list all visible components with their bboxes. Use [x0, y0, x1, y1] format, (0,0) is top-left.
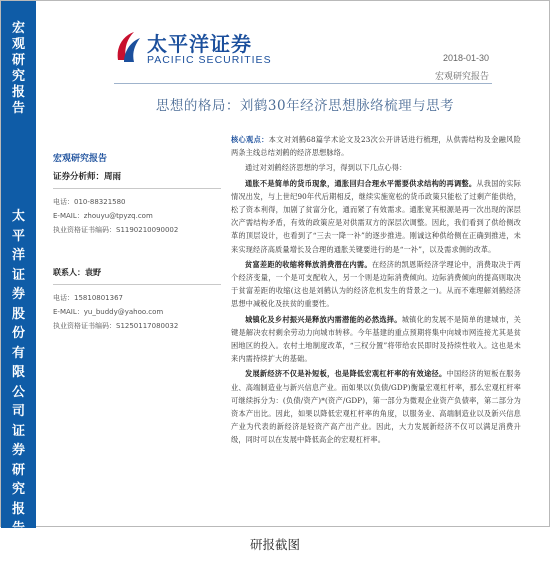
sidebar-char: 告: [11, 521, 25, 536]
sidebar-char: 券: [11, 287, 25, 302]
sidebar-char: 券: [11, 443, 25, 458]
analyst-cert: 执业资格证书编码：S1190210090002: [53, 226, 179, 234]
core-viewpoint: [231, 133, 521, 159]
report-body: [231, 133, 521, 449]
sidebar-char: 观: [11, 37, 25, 52]
logo-mark-icon: [114, 30, 142, 64]
sidebar-char: 报: [11, 501, 25, 517]
paragraph-new-economy: [231, 367, 521, 446]
contact-cert: 执业资格证书编码：S1250117080032: [53, 322, 179, 330]
logo-chinese-name: 太平洋证券: [147, 32, 252, 56]
sidebar-char: 报: [11, 85, 25, 100]
sidebar: [1, 1, 36, 536]
sidebar-char: 宏: [11, 21, 25, 36]
divider: [53, 284, 221, 285]
sidebar-char: 股: [11, 306, 25, 322]
paragraph-urbanization: [231, 313, 521, 366]
paragraph-text: 从我国的实际情况出发，与上世纪90年代后期相反，继续实施宽松的货币政策只能松了过剩产能供给，松了资本利得，加剧了贫富分化，通而紧了有效需求。通胀宽其根源是再一次出现的深层次产需结构矛盾，有效的政策应是对供需双方的深层次调整。因此，我们看到了供给侧改革的顶层设计，也看到了“三去一降一补”的逐步推进。刚诚这种供给侧在正确到推进，未来实现经济高质量增长及合理的通胀关键要进行的是“一补”，以及需求侧的改革。: [231, 178, 521, 254]
divider: [53, 188, 221, 189]
sidebar-char: 有: [11, 345, 25, 361]
contact-name: 联系人：袁野: [53, 268, 101, 277]
sidebar-char: 究: [11, 482, 25, 497]
paragraph-text: 中国经济的短板在服务业、高端制造业与新兴信息产业。而如果以(负债/GDP)衡量宏观杠杆率，那么宏观杠杆率可继续拆分为：(负债/资产)*(资产/GDP)，第一部分为微观企业资产负债率，第二部分为资本产出比。因此，如果以降低宏观杠杆率的角度，以服务业、高端制造业以及新兴信息产业为代表的新经济是轻资产高产出产业。因此，大力发展新经济不仅可以满足消费升级，同时可以在发展中降低高企的宏观杠杆率。: [231, 369, 521, 445]
report-date: 2018-01-30: [442, 53, 489, 63]
paragraph-heading: 通胀不是简单的货币现象，通胀回归合理水平需要供求结构的再调整。: [245, 178, 477, 188]
paragraph-text: 城镇化的发展不是简单的建城市，关键是解决农村剩余劳动力向城市转移。今年基建的重点预期将集中向城市网连接尤其是贫困地区的投入。农村土地制度改革，“三权分置”将带给农民即时及持续性收入。这也是未来内需持续扩大的基础。: [231, 314, 521, 364]
intro-paragraph: 通过对刘鹤经济思想的学习，得到以下几点心得：: [245, 163, 407, 173]
paragraph-text: 在经济的凯恩斯经济学理论中，消费取决于两个经济变量，一个是可支配收入，另一个则是边际消费倾向。边际消费倾向的提高则取决于贫富差距的收缩(这也是刘鹤认为的经济危机发生的背景之一)。从而不难理解刘鹤经济思想中减税化及扶贫的重要性。: [231, 259, 521, 309]
sidebar-char: 司: [11, 404, 25, 419]
analyst-panel: [53, 151, 233, 333]
sidebar-company: [1, 207, 36, 539]
analyst-name: 证券分析师：周雨: [53, 172, 122, 182]
sidebar-char: 限: [11, 365, 25, 380]
paragraph-heading: 发展新经济不仅是补短板，也是降低宏观杠杆率的有效途径。: [245, 369, 447, 379]
report-type: 宏观研究报告: [434, 72, 489, 82]
sidebar-char: 公: [11, 384, 25, 400]
sidebar-char: 洋: [11, 248, 25, 263]
sidebar-char: 平: [11, 228, 25, 244]
image-caption: 研报截图: [249, 537, 300, 552]
sidebar-char: 研: [11, 462, 25, 478]
paragraph-heading: 贫富差距的收缩将释放消费潜在内需。: [245, 259, 372, 269]
analyst-email: E-MAIL：zhouyu@tpyzq.com: [53, 212, 153, 220]
contact-email: E-MAIL：yu_buddy@yahoo.com: [53, 308, 164, 316]
analyst-phone: 电话：010-88321580: [53, 198, 126, 206]
header-divider: [114, 83, 492, 84]
sidebar-char: 份: [11, 326, 25, 341]
company-logo: [114, 30, 272, 78]
core-label: 核心观点：: [231, 135, 269, 144]
sidebar-char: 证: [11, 267, 25, 283]
contact-phone: 电话：15810801367: [53, 294, 123, 302]
sidebar-char: 证: [11, 423, 25, 439]
sidebar-report-type: [1, 21, 36, 117]
sidebar-char: 告: [11, 101, 25, 116]
paragraph-inflation: [231, 177, 521, 256]
paragraph-heading: 城镇化及乡村振兴是释放内需潜能的必然选择。: [245, 314, 402, 324]
sidebar-char: 太: [11, 209, 25, 224]
core-text: 本文对刘鹤68篇学术论文及23次公开讲话进行梳理，从供需结构及金融风险两条主线总结刘鹤的经济思想脉络。: [231, 135, 521, 158]
logo-english-name: PACIFIC SECURITIES: [147, 54, 272, 66]
paragraph-consumption: [231, 258, 521, 311]
section-title: 宏观研究报告: [53, 154, 108, 164]
sidebar-char: 究: [11, 69, 25, 84]
sidebar-char: 研: [11, 53, 25, 68]
report-title: 思想的格局：刘鹤30年经济思想脉络梳理与思考: [155, 98, 455, 114]
